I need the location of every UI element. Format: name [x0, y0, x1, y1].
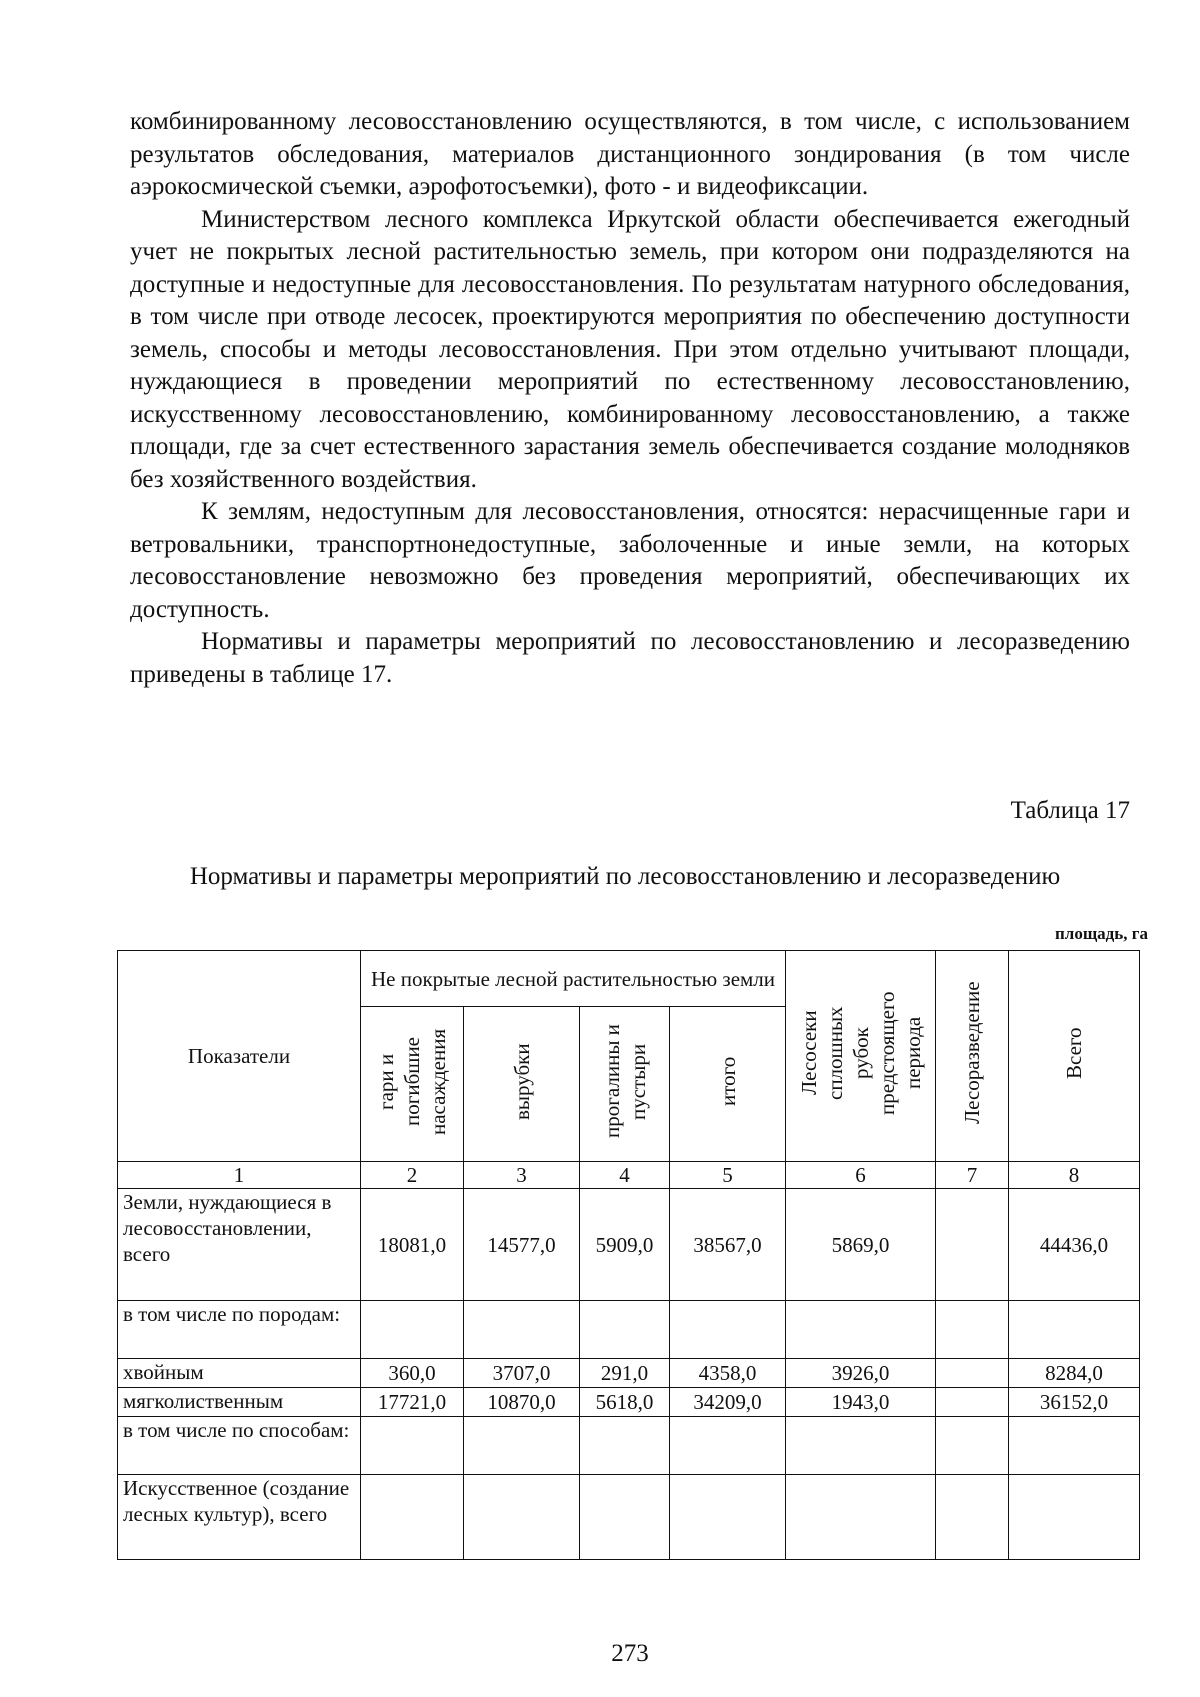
table-cell: 291,0: [580, 1359, 670, 1388]
table-cell: 5909,0: [580, 1189, 670, 1301]
table-cell: 34209,0: [670, 1388, 786, 1417]
table-cell: [786, 1417, 936, 1475]
header-glades: [580, 1007, 670, 1162]
table-cell: [361, 1301, 464, 1359]
row-label: Искусственное (создание лесных культур), всего: [118, 1475, 361, 1560]
column-number: 5: [670, 1162, 786, 1189]
table-cell: 8284,0: [1009, 1359, 1140, 1388]
paragraph-3: К землям, недоступным для лесовосстановления, относятся: нерасчищенные гари и ветровальники, транспортнонедоступные, заболоченные и иные земли, на которых лесовосстановление невозможно без проведения мероприятий, обеспечивающих их доступность.: [130, 498, 1130, 623]
table-cell: [936, 1388, 1009, 1417]
table-cell: [1009, 1301, 1140, 1359]
table-cell: 1943,0: [786, 1388, 936, 1417]
body-text: [130, 106, 1130, 691]
table-row: [118, 1359, 1140, 1388]
table-cell: [786, 1475, 936, 1560]
table-cell: 36152,0: [1009, 1388, 1140, 1417]
table-cell: 38567,0: [670, 1189, 786, 1301]
table-cell: [786, 1301, 936, 1359]
table-cell: [670, 1417, 786, 1475]
table-cell: [464, 1301, 580, 1359]
table-caption: Таблица 17: [1010, 797, 1130, 824]
header-group: Не покрытые лесной растительностью земли: [361, 951, 786, 1007]
table-cell: 18081,0: [361, 1189, 464, 1301]
table-cell: [670, 1475, 786, 1560]
table-cell: [936, 1301, 1009, 1359]
paragraph-4: Нормативы и параметры мероприятий по лесовосстановлению и лесоразведению приведены в таблице 17.: [130, 628, 1130, 688]
header-subtotal-text: итого: [715, 1056, 740, 1106]
row-label: мягколиственным: [118, 1388, 361, 1417]
table-cell: [361, 1475, 464, 1560]
header-glades-text: прогалины и пустыри: [599, 1024, 650, 1138]
header-clearcut-areas: [786, 951, 936, 1162]
header-clearcut-areas-text: Лесосеки сплошных рубок предстоящего периода: [796, 991, 925, 1115]
table-cell: [580, 1475, 670, 1560]
column-number: 8: [1009, 1162, 1140, 1189]
table-cell: 4358,0: [670, 1359, 786, 1388]
row-label: в том числе по породам:: [118, 1301, 361, 1359]
row-label: Земли, нуждающиеся в лесовосстановлении, всего: [118, 1189, 361, 1301]
table-row: [118, 1189, 1140, 1301]
table-cell: 14577,0: [464, 1189, 580, 1301]
table-cell: [361, 1417, 464, 1475]
header-total-text: Всего: [1062, 1027, 1087, 1079]
table-cell: 3707,0: [464, 1359, 580, 1388]
column-number: 1: [118, 1162, 361, 1189]
table-row: [118, 1417, 1140, 1475]
column-number-row: [118, 1162, 1140, 1189]
table-cell: 5869,0: [786, 1189, 936, 1301]
column-number: 6: [786, 1162, 936, 1189]
table-cell: 17721,0: [361, 1388, 464, 1417]
table-cell: [936, 1189, 1009, 1301]
row-label: хвойным: [118, 1359, 361, 1388]
header-cuttings: [464, 1007, 580, 1162]
table-cell: [1009, 1417, 1140, 1475]
table-cell: [936, 1417, 1009, 1475]
header-afforestation: [936, 951, 1009, 1162]
table-row: [118, 1388, 1140, 1417]
table-cell: [580, 1417, 670, 1475]
units-label: площадь, га: [1055, 924, 1148, 943]
table-cell: [1009, 1475, 1140, 1560]
table-cell: [464, 1417, 580, 1475]
table-cell: 10870,0: [464, 1388, 580, 1417]
column-number: 2: [361, 1162, 464, 1189]
column-number: 4: [580, 1162, 670, 1189]
header-afforestation-text: Лесоразведение: [960, 981, 985, 1125]
column-number: 3: [464, 1162, 580, 1189]
header-cuttings-text: вырубки: [509, 1042, 534, 1120]
paragraph-1: комбинированному лесовосстановлению осуществляются, в том числе, с использованием результатов обследования, материалов дистанционного зондирования (в том числе аэрокосмической съемки, аэрофотосъемки), фото - и видеофиксации.: [130, 108, 1130, 200]
table-title: Нормативы и параметры мероприятий по лесовосстановлению и лесоразведению: [189, 863, 1061, 890]
header-row-1: [118, 951, 1140, 1007]
table-cell: 360,0: [361, 1359, 464, 1388]
table-cell: 5618,0: [580, 1388, 670, 1417]
header-burned: [361, 1007, 464, 1162]
table-row: [118, 1301, 1140, 1359]
header-burned-text: гари и погибшие насаждения: [374, 1027, 450, 1135]
table-cell: 44436,0: [1009, 1189, 1140, 1301]
table-cell: [580, 1301, 670, 1359]
column-number: 7: [936, 1162, 1009, 1189]
header-total: [1009, 951, 1140, 1162]
table-cell: [464, 1475, 580, 1560]
row-label: в том числе по способам:: [118, 1417, 361, 1475]
table-cell: 3926,0: [786, 1359, 936, 1388]
page-number: 273: [611, 1640, 649, 1667]
paragraph-2: Министерством лесного комплекса Иркутской области обеспечивается ежегодный учет не покрытых лесной растительностью земель, при котором они подразделяются на доступные и недоступные для лесовосстановления. По результатам натурного обследования, в том числе при отводе лесосек, проектируются мероприятия по обеспечению доступности земель, способы и методы лесовосстановления. При этом отдельно учитывают площади, нуждающиеся в проведении мероприятий по естественному лесовосстановлению, искусственному лесовосстановлению, комбинированному лесовосстановлению, а также площади, где за счет естественного зарастания земель обеспечивается создание молодняков без хозяйственного воздействия.: [130, 205, 1130, 493]
table-cell: [670, 1301, 786, 1359]
table-row: [118, 1475, 1140, 1560]
norms-table: [117, 950, 1140, 1560]
table-cell: [936, 1359, 1009, 1388]
header-indicators: Показатели: [118, 951, 361, 1162]
table-cell: [936, 1475, 1009, 1560]
header-subtotal: [670, 1007, 786, 1162]
